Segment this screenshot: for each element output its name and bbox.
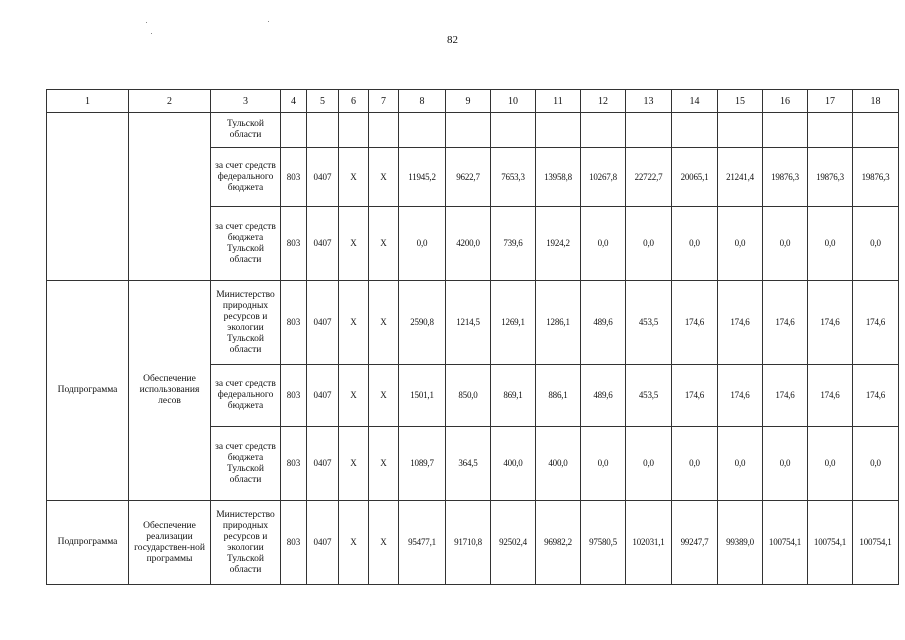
value-cell: 174,6 (672, 365, 718, 427)
header-cell: 11 (536, 90, 581, 113)
value-cell: Х (339, 501, 369, 585)
value-cell: 1089,7 (399, 427, 446, 501)
value-cell: 100754,1 (763, 501, 808, 585)
value-cell: 869,1 (491, 365, 536, 427)
value-cell: 174,6 (808, 281, 853, 365)
value-cell: Х (369, 148, 399, 207)
header-cell: 7 (369, 90, 399, 113)
header-cell: 1 (47, 90, 129, 113)
value-cell (536, 113, 581, 148)
value-cell: 97580,5 (581, 501, 626, 585)
header-cell: 16 (763, 90, 808, 113)
value-cell: 0407 (307, 427, 339, 501)
value-cell: Х (369, 365, 399, 427)
header-cell: 14 (672, 90, 718, 113)
value-cell: 1501,1 (399, 365, 446, 427)
value-cell: 0,0 (672, 427, 718, 501)
value-cell: Х (369, 427, 399, 501)
value-cell: 0,0 (853, 427, 899, 501)
value-cell: 11945,2 (399, 148, 446, 207)
header-cell: 18 (853, 90, 899, 113)
value-cell: 0,0 (581, 427, 626, 501)
value-cell (581, 113, 626, 148)
value-cell: 1286,1 (536, 281, 581, 365)
value-cell: 0,0 (626, 427, 672, 501)
value-cell: 174,6 (808, 365, 853, 427)
header-cell: 6 (339, 90, 369, 113)
value-cell (626, 113, 672, 148)
value-cell: 0,0 (626, 207, 672, 281)
value-cell: 174,6 (718, 281, 763, 365)
value-cell: 0,0 (808, 427, 853, 501)
value-cell (369, 113, 399, 148)
value-cell: 2590,8 (399, 281, 446, 365)
value-cell: 100754,1 (853, 501, 899, 585)
value-cell: 803 (281, 501, 307, 585)
header-cell: 5 (307, 90, 339, 113)
value-cell: 1924,2 (536, 207, 581, 281)
value-cell (339, 113, 369, 148)
value-cell: 0,0 (718, 207, 763, 281)
value-cell: 400,0 (491, 427, 536, 501)
value-cell: 886,1 (536, 365, 581, 427)
value-cell: 0,0 (399, 207, 446, 281)
funding-source-cell: за счет средств федерального бюджета (211, 365, 281, 427)
value-cell: 1214,5 (446, 281, 491, 365)
value-cell: 0407 (307, 148, 339, 207)
value-cell: 0407 (307, 281, 339, 365)
program-name-cell: Обеспечение реализации государствен-ной программы (129, 501, 211, 585)
program-name-cell: Обеспечение использования лесов (129, 281, 211, 501)
value-cell: 21241,4 (718, 148, 763, 207)
value-cell: 364,5 (446, 427, 491, 501)
value-cell: 174,6 (672, 281, 718, 365)
value-cell: 0,0 (763, 207, 808, 281)
value-cell: 400,0 (536, 427, 581, 501)
value-cell (853, 113, 899, 148)
value-cell: 0,0 (672, 207, 718, 281)
value-cell: Х (369, 281, 399, 365)
program-name-cell (129, 113, 211, 281)
value-cell: Х (339, 427, 369, 501)
value-cell: 99247,7 (672, 501, 718, 585)
value-cell: 850,0 (446, 365, 491, 427)
value-cell: 7653,3 (491, 148, 536, 207)
funding-source-cell: за счет средств федерального бюджета (211, 148, 281, 207)
value-cell: 13958,8 (536, 148, 581, 207)
value-cell: Х (369, 207, 399, 281)
value-cell: 19876,3 (808, 148, 853, 207)
header-cell: 2 (129, 90, 211, 113)
value-cell: 803 (281, 207, 307, 281)
funding-source-cell: за счет средств бюджета Тульской области (211, 207, 281, 281)
value-cell: 92502,4 (491, 501, 536, 585)
header-cell: 17 (808, 90, 853, 113)
value-cell: 0,0 (718, 427, 763, 501)
value-cell: 803 (281, 148, 307, 207)
budget-table (46, 89, 899, 585)
header-cell: 13 (626, 90, 672, 113)
header-cell: 9 (446, 90, 491, 113)
value-cell: 96982,2 (536, 501, 581, 585)
value-cell: 0,0 (581, 207, 626, 281)
page-number: 82 (447, 34, 458, 46)
header-cell: 10 (491, 90, 536, 113)
value-cell: 174,6 (853, 281, 899, 365)
value-cell: Х (339, 365, 369, 427)
value-cell: 0407 (307, 501, 339, 585)
value-cell: 0407 (307, 365, 339, 427)
value-cell: 489,6 (581, 365, 626, 427)
funding-source-cell: Министерство природных ресурсов и экологии Тульской области (211, 281, 281, 365)
value-cell (399, 113, 446, 148)
table-row (47, 501, 899, 585)
value-cell: 4200,0 (446, 207, 491, 281)
value-cell: 0,0 (853, 207, 899, 281)
value-cell: 453,5 (626, 281, 672, 365)
value-cell (281, 113, 307, 148)
program-type-cell: Подпрограмма (47, 501, 129, 585)
value-cell: 0,0 (763, 427, 808, 501)
value-cell: 20065,1 (672, 148, 718, 207)
value-cell: 174,6 (763, 281, 808, 365)
value-cell: 95477,1 (399, 501, 446, 585)
table-row (47, 113, 899, 148)
value-cell: 174,6 (763, 365, 808, 427)
value-cell: 174,6 (718, 365, 763, 427)
value-cell (808, 113, 853, 148)
table-row (47, 281, 899, 365)
value-cell: 19876,3 (763, 148, 808, 207)
value-cell: 9622,7 (446, 148, 491, 207)
value-cell: Х (369, 501, 399, 585)
value-cell: 100754,1 (808, 501, 853, 585)
value-cell: 1269,1 (491, 281, 536, 365)
header-cell: 15 (718, 90, 763, 113)
value-cell: 19876,3 (853, 148, 899, 207)
value-cell: 174,6 (853, 365, 899, 427)
value-cell: 10267,8 (581, 148, 626, 207)
value-cell (307, 113, 339, 148)
value-cell: 489,6 (581, 281, 626, 365)
value-cell: Х (339, 281, 369, 365)
header-cell: 12 (581, 90, 626, 113)
value-cell: 91710,8 (446, 501, 491, 585)
value-cell: 22722,7 (626, 148, 672, 207)
value-cell: Х (339, 207, 369, 281)
header-row (47, 90, 899, 113)
funding-source-cell: Тульской области (211, 113, 281, 148)
program-type-cell (47, 113, 129, 281)
value-cell: 803 (281, 427, 307, 501)
value-cell: 0,0 (808, 207, 853, 281)
program-type-cell: Подпрограмма (47, 281, 129, 501)
header-cell: 4 (281, 90, 307, 113)
value-cell: 102031,1 (626, 501, 672, 585)
header-cell: 8 (399, 90, 446, 113)
value-cell (446, 113, 491, 148)
value-cell: 453,5 (626, 365, 672, 427)
value-cell: 803 (281, 281, 307, 365)
value-cell (672, 113, 718, 148)
value-cell (491, 113, 536, 148)
header-cell: 3 (211, 90, 281, 113)
value-cell (718, 113, 763, 148)
funding-source-cell: за счет средств бюджета Тульской области (211, 427, 281, 501)
value-cell: 0407 (307, 207, 339, 281)
value-cell: 99389,0 (718, 501, 763, 585)
value-cell: 803 (281, 365, 307, 427)
funding-source-cell: Министерство природных ресурсов и экологии Тульской области (211, 501, 281, 585)
value-cell: 739,6 (491, 207, 536, 281)
value-cell (763, 113, 808, 148)
value-cell: Х (339, 148, 369, 207)
